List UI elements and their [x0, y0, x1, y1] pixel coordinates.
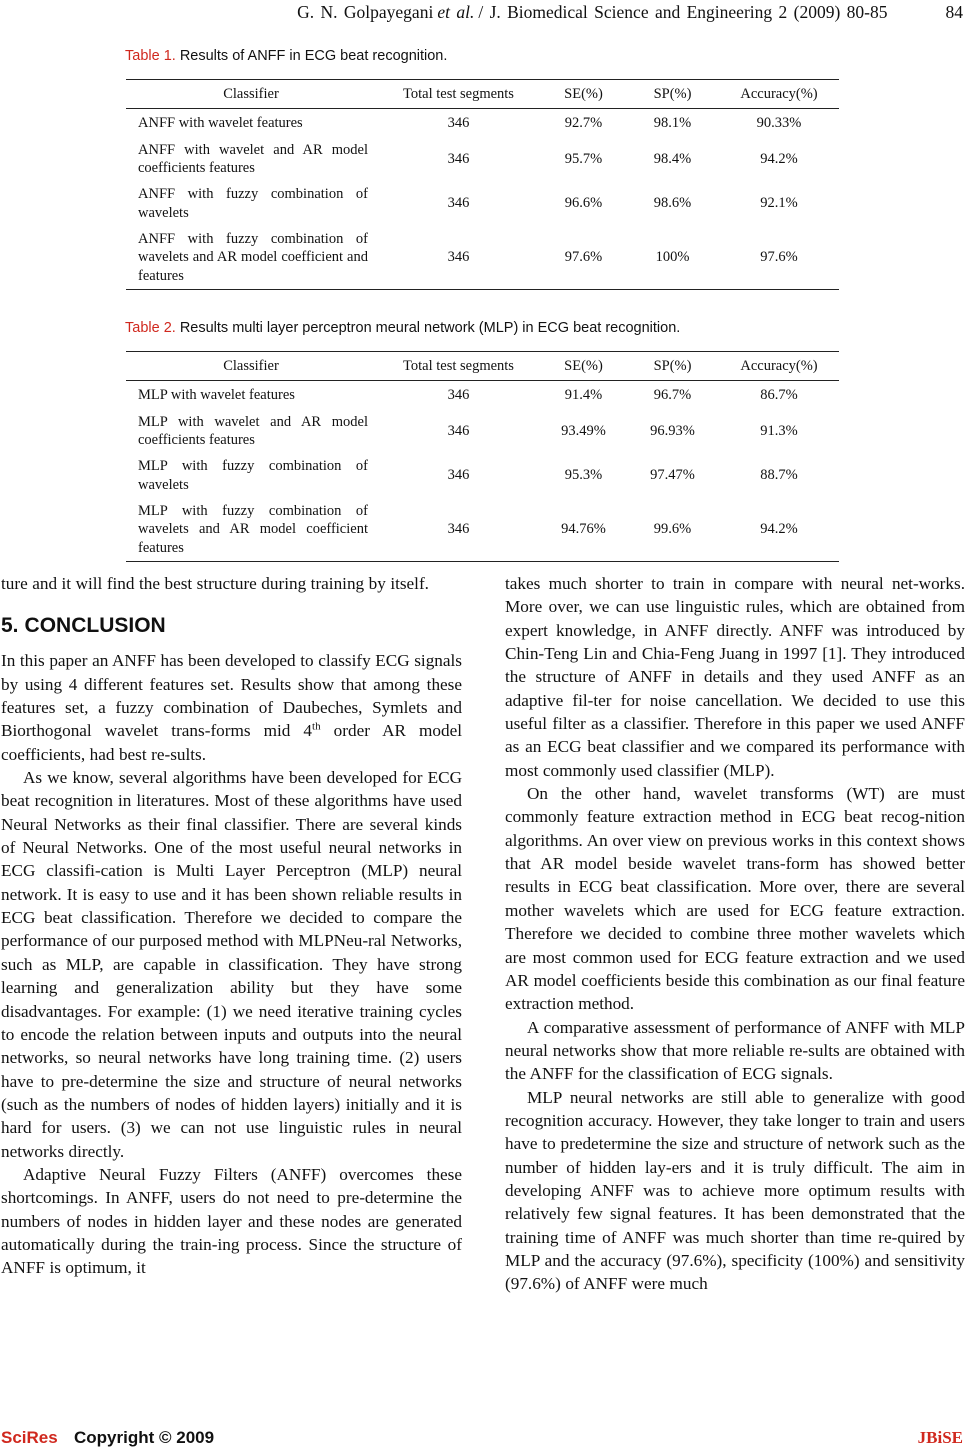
- table-cell: 346: [376, 498, 541, 562]
- table-row: [126, 182, 839, 226]
- table2-col-accuracy: Accuracy(%): [719, 352, 839, 381]
- header-et-al: et al.: [437, 2, 475, 22]
- table2-caption-text: Results multi layer perceptron meural network (MLP) in ECG beat recognition.: [179, 320, 681, 336]
- table-cell: 86.7%: [760, 386, 798, 403]
- table1-caption-text: Results of ANFF in ECG beat recognition.: [179, 48, 448, 64]
- section-heading-conclusion: 5. CONCLUSION: [1, 614, 166, 638]
- left-column: [1, 572, 462, 1280]
- right-paragraph-1: takes much shorter to train in compare with neural net-works. More over, we can use linguistic rules, which are obtained from expert knowledge, in ANFF directly. ANFF was introduced by Chin-Teng Lin and Chia-Feng Juang in 1997 [1]. They introduced the structure of ANFF in details and they used ANFF as an adaptive fil-ter for noise cancellation. We decided to use this useful filter as a classifier. Therefore in this paper we used ANFF as an ECG beat classifier and we compared its performance with most commonly used classifier (MLP).: [505, 574, 965, 780]
- table-cell: 346: [447, 114, 470, 131]
- table-cell: 96.7%: [653, 386, 692, 403]
- table1-header-row: [126, 80, 839, 109]
- continued-paragraph: ture and it will find the best structure during training by itself.: [1, 574, 429, 593]
- table-cell: 96.6%: [564, 195, 603, 212]
- table1: [126, 79, 839, 290]
- table-row: [126, 409, 839, 454]
- table-cell: 88.7%: [760, 467, 798, 484]
- table-row: [126, 137, 839, 182]
- table-row: [126, 498, 839, 562]
- publisher-logo: SciRes: [1, 1428, 58, 1447]
- page-number: 84: [945, 2, 963, 22]
- conclusion-p1-text: In this paper an ANFF has been developed to classify ECG signals by using 4 different features set. Results show that among these features set, a fuzzy combination of Daubeches, Symlets and Biorthogonal wavelet trans-forms mid 4: [1, 651, 462, 741]
- table-cell: 95.7%: [564, 150, 603, 167]
- right-paragraph-4: MLP neural networks are still able to generalize with good recognition accuracy. However, they take longer to train and users have to predetermine the size and structure of network such as the number of hidden lay-ers and it is truly difficult. The aim in developing ANFF was to achieve more optimum results with relatively few signal features. It has been demonstrated that the training time of ANFF was much shorter than time re-quired by MLP and the accuracy (97.6%), specificity (100%) and sensitivity (97.6%) of ANFF were much: [505, 1087, 965, 1294]
- table-cell: 97.6%: [719, 226, 839, 290]
- table2-caption: [125, 319, 680, 337]
- table-cell: 346: [447, 386, 470, 403]
- table-cell: MLP with fuzzy combination of wavelets: [138, 458, 368, 493]
- table1-col-total: Total test segments: [376, 80, 541, 109]
- right-paragraph-2: On the other hand, wavelet transforms (WT) are must commonly feature extraction method in ECG beat recog-nition algorithms. An over view on previous works in this context shows that AR model beside wavelet trans-form has showed better results in ECG beat classification. More over, there are several mother wavelets which are used for ECG feature extraction. Therefore we decided to combine three mother wavelets which are most common used for ECG feature extraction and we used AR model coefficients beside this combination as our final feature extraction method.: [505, 784, 965, 1014]
- table-cell: 99.6%: [626, 498, 719, 562]
- running-header: [0, 0, 969, 24]
- right-paragraph-3: A comparative assessment of performance of ANFF with MLP neural networks show that more reliable re-sults are obtained with the ANFF for the classification of ECG signals.: [505, 1017, 965, 1084]
- table2-col-total: Total test segments: [376, 352, 541, 381]
- table-cell: 92.7%: [564, 114, 603, 131]
- table2-col-se: SE(%): [541, 352, 626, 381]
- table-cell: ANFF with fuzzy combination of wavelets and AR model coefficient and features: [126, 226, 376, 290]
- table-cell: MLP with wavelet features: [138, 386, 295, 403]
- table-row: [126, 109, 839, 137]
- table-row: [126, 454, 839, 498]
- table1-label: Table 1.: [125, 48, 176, 64]
- table-cell: ANFF with wavelet and AR model coefficients features: [138, 141, 368, 176]
- table-cell: MLP with wavelet and AR model coefficients features: [138, 413, 368, 448]
- table-cell: ANFF with wavelet features: [138, 114, 303, 131]
- table2-header-row: [126, 352, 839, 381]
- table-cell: 91.3%: [760, 422, 798, 439]
- table1-col-sp: SP(%): [626, 80, 719, 109]
- table-cell: MLP with fuzzy combination of wavelets and AR model coefficient features: [126, 498, 376, 562]
- conclusion-p1-text-end: order AR model coefficients, had best re-sults.: [1, 721, 462, 764]
- right-column: [505, 572, 965, 1296]
- conclusion-paragraph-3: Adaptive Neural Fuzzy Filters (ANFF) overcomes these shortcomings. In ANFF, users do not need to pre-determine the numbers of nodes in hidden layer and these nodes are generated automatically during the train-ing process. Since the structure of ANFF is optimum, it: [1, 1164, 462, 1278]
- table1-col-classifier: Classifier: [126, 80, 376, 109]
- table-cell: 346: [376, 226, 541, 290]
- copyright-text: Copyright © 2009: [74, 1428, 215, 1447]
- table-row: [126, 381, 839, 409]
- table1-caption: [125, 47, 447, 65]
- table-cell: 90.33%: [756, 114, 802, 131]
- table-cell: 94.76%: [541, 498, 626, 562]
- table-cell: 98.1%: [653, 114, 692, 131]
- table-cell: 97.47%: [650, 467, 695, 484]
- table-cell: 346: [447, 467, 470, 484]
- table-cell: 346: [447, 195, 470, 212]
- table-cell: 95.3%: [564, 467, 603, 484]
- table-cell: 91.4%: [564, 386, 603, 403]
- page-footer: [0, 1428, 969, 1452]
- table-cell: 93.49%: [561, 422, 606, 439]
- table-cell: 98.6%: [653, 195, 692, 212]
- table2-label: Table 2.: [125, 320, 176, 336]
- table2-col-classifier: Classifier: [126, 352, 376, 381]
- journal-abbrev: JBiSE: [917, 1428, 963, 1447]
- conclusion-paragraph-1: [1, 649, 462, 766]
- conclusion-paragraph-2: As we know, several algorithms have been developed for ECG beat recognition in literatures. Most of these algorithms have used Neural Networks as their final classifier. There are several kinds of Neural Networks. One of the most useful neural networks in ECG classifi-cation is Multi Layer Perceptron (MLP) neural network. It is easy to use and it has been shown reliable results in ECG beat classification. Therefore we decided to compare the performance of our purposed method with MLPNeu-ral Networks, such as MLP, are capable in classification. They have strong learning and generalization ability but they have some disadvantages. For example: (1) we need iterative training cycles to encode the relation between inputs and outputs into the neural networks, so neural networks have long training time. (2) users have to pre-determine the size and structure of neural networks (such as the numbers of nodes of hidden layers) initially and it is hard for users. (3) we can not use linguistic rules in neural networks directly.: [1, 768, 462, 1161]
- table-cell: 346: [447, 422, 470, 439]
- table-row: [126, 226, 839, 290]
- table-cell: 346: [447, 150, 470, 167]
- table-cell: 94.2%: [760, 150, 798, 167]
- table-cell: 100%: [626, 226, 719, 290]
- table2-col-sp: SP(%): [626, 352, 719, 381]
- table1-col-se: SE(%): [541, 80, 626, 109]
- table2: [126, 351, 839, 562]
- table-cell: 97.6%: [541, 226, 626, 290]
- header-citation: / J. Biomedical Science and Engineering 2 (2009) 80-85: [478, 2, 888, 22]
- table-cell: 92.1%: [760, 195, 798, 212]
- header-authors: G. N. Golpayegani: [297, 2, 434, 22]
- table-cell: 98.4%: [653, 150, 692, 167]
- table1-col-accuracy: Accuracy(%): [719, 80, 839, 109]
- table-cell: 94.2%: [719, 498, 839, 562]
- table-cell: 96.93%: [650, 422, 695, 439]
- table-cell: ANFF with fuzzy combination of wavelets: [138, 186, 368, 221]
- ordinal-superscript: th: [312, 720, 321, 733]
